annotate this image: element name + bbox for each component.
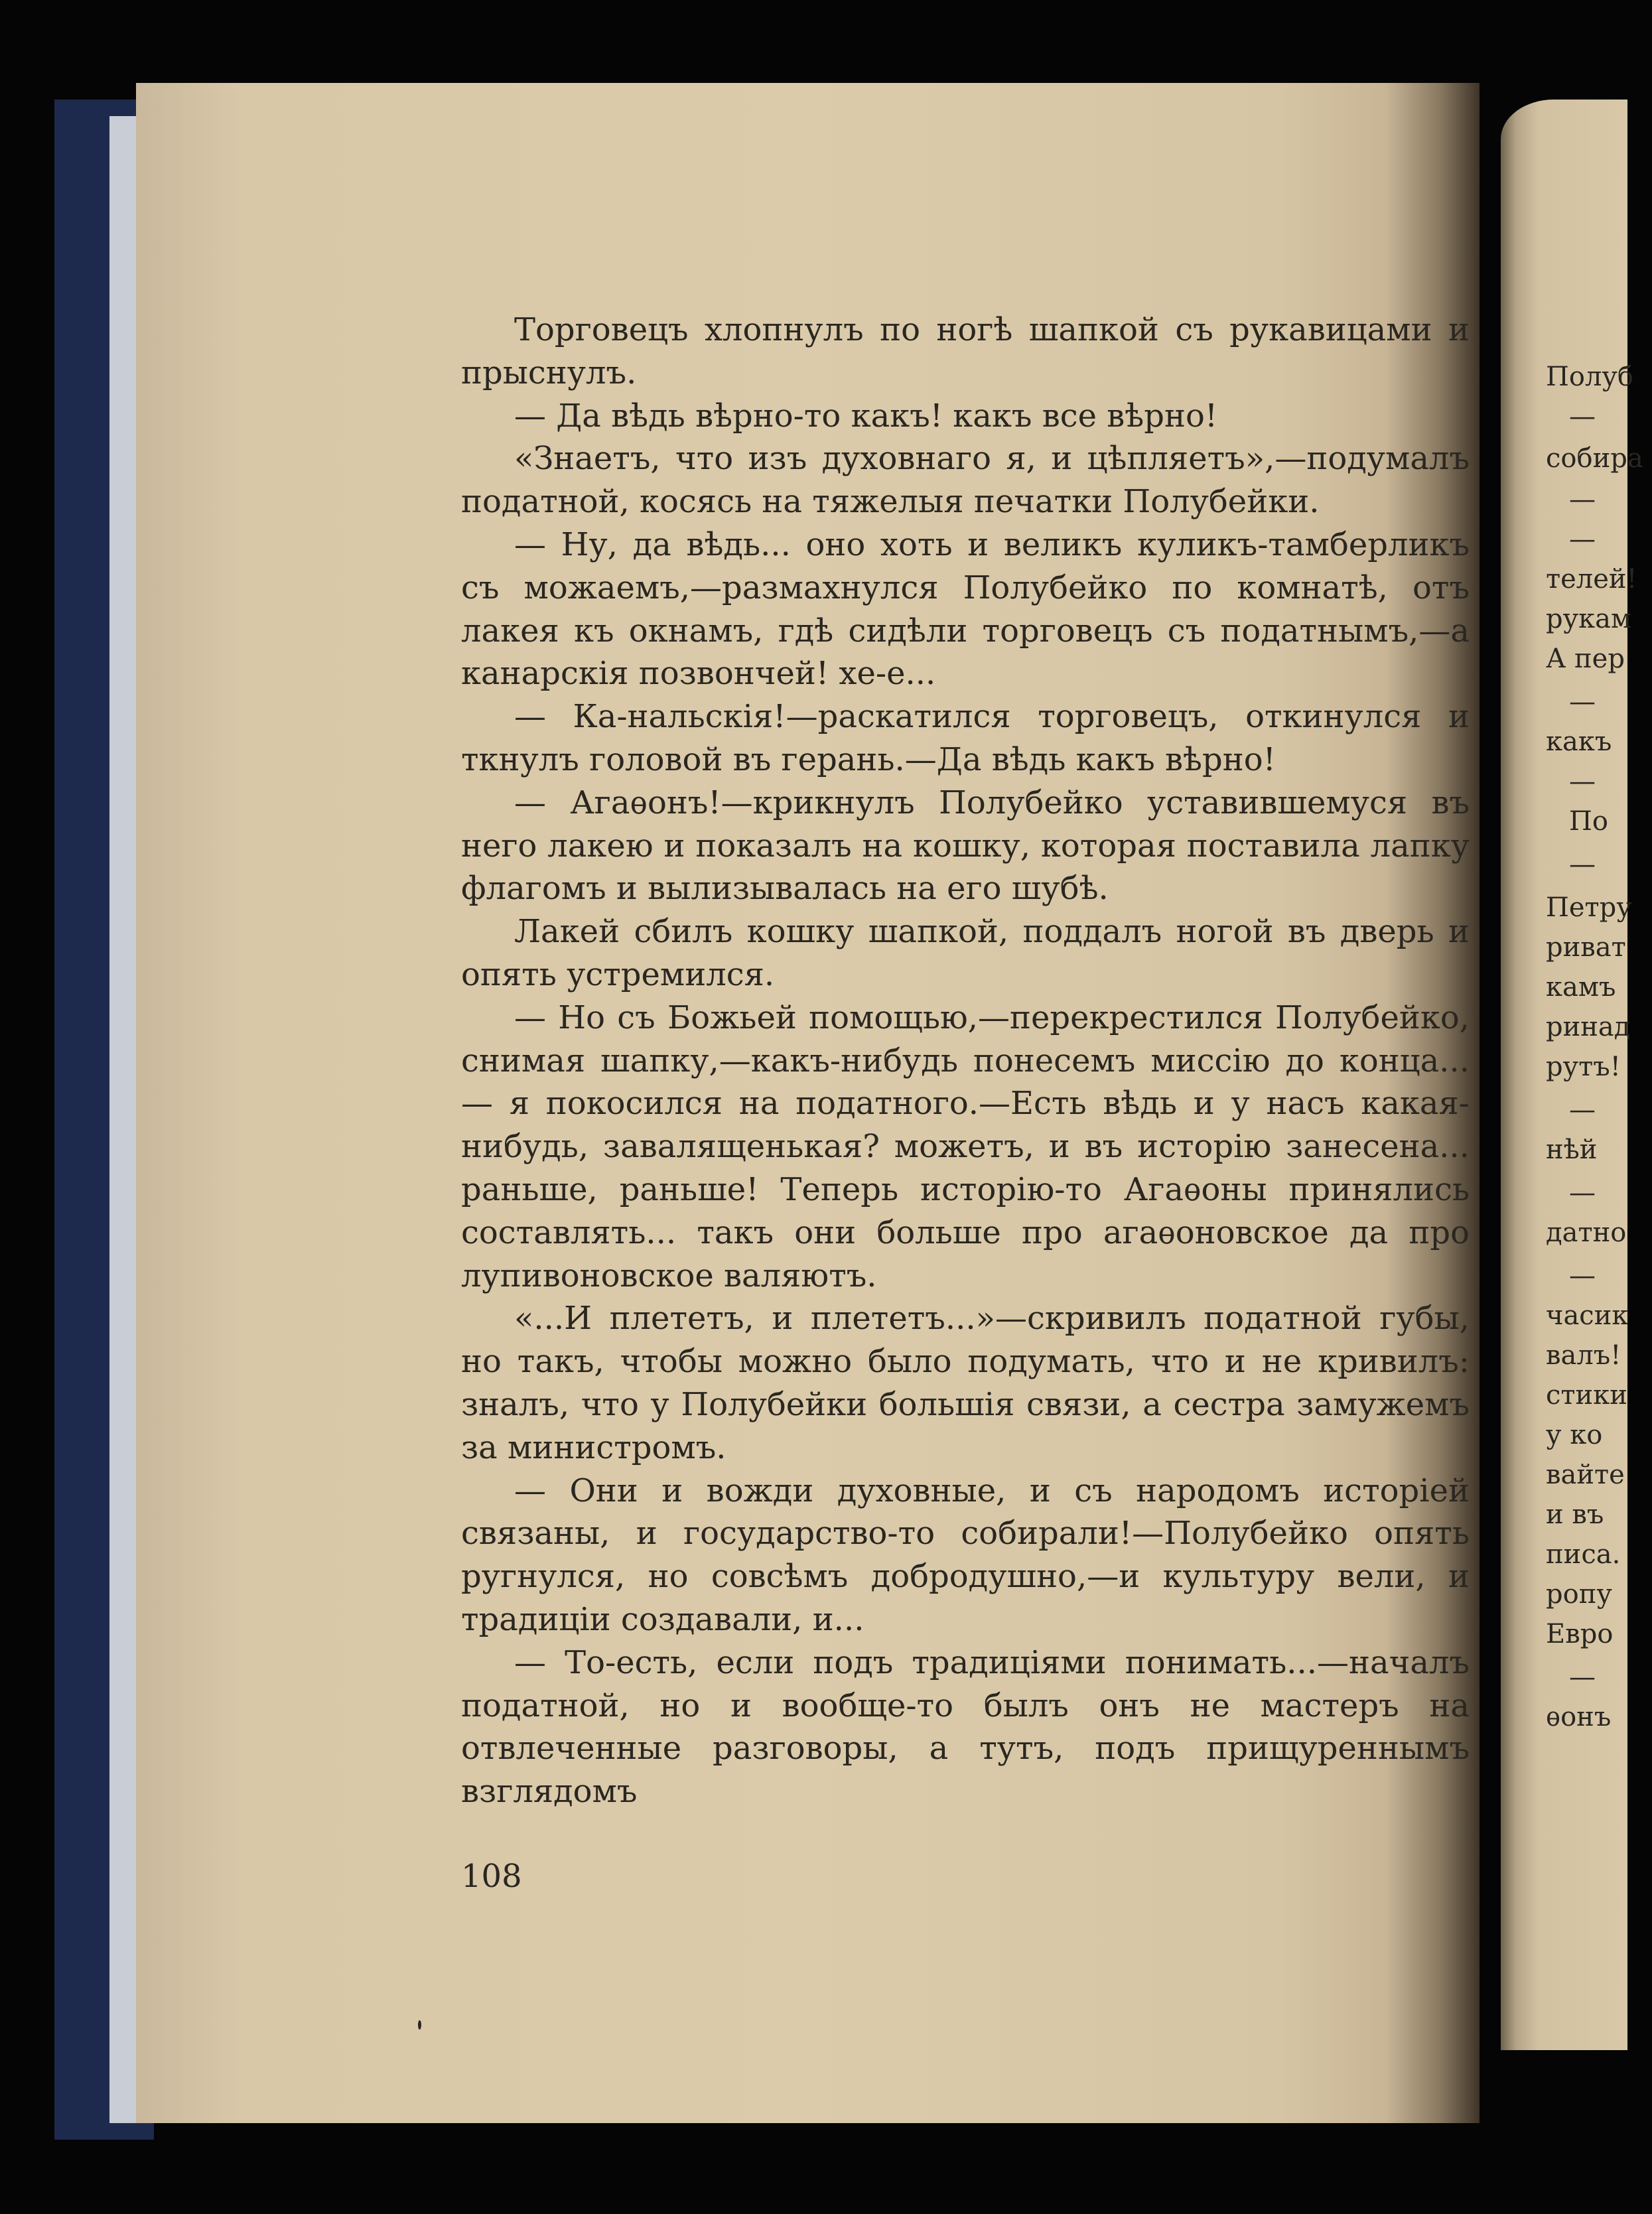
facing-line: По xyxy=(1569,806,1608,837)
paragraph: — Они и вожди духовные, и съ народомъ исторіей связаны, и государство-то собирали!—Полубейко опять ругнулся, но совсѣмъ добродушно,—и культуру вели, и традиціи создавали, и... xyxy=(461,1472,1470,1638)
facing-line: камъ xyxy=(1546,972,1616,1003)
paragraph: Торговецъ хлопнулъ по ногѣ шапкой съ рукавицами и прыснулъ. xyxy=(461,311,1470,391)
paragraph: — Но съ Божьей помощью,—перекрестился Полубейко, снимая шапку,—какъ-нибудь понесемъ миссію до конца...— я покосился на податного.—Есть вѣдь и у насъ какая-нибудь, завалященькая? можетъ, и въ исторію занесена... раньше, раньше! Теперь исторію-то Агаѳоны принялись составлять... такъ они больше про агаѳоновское да про лупивоновское валяютъ. xyxy=(461,999,1470,1294)
facing-line: риват xyxy=(1546,932,1626,963)
facing-line: стики xyxy=(1546,1380,1627,1411)
facing-line: — xyxy=(1569,1662,1596,1693)
facing-line: вайте xyxy=(1546,1460,1625,1490)
facing-line: ринад xyxy=(1546,1012,1631,1042)
paragraph: «...И плететъ, и плететъ...»—скривилъ податной губы, но такъ, чтобы можно было подумать, что и не кривилъ: зналъ, что у Полубейки большія связи, а сестра замужемъ за министромъ. xyxy=(461,1300,1470,1466)
facing-line: у ко xyxy=(1546,1420,1603,1450)
facing-line: писа. xyxy=(1546,1539,1621,1570)
facing-line: ропу xyxy=(1546,1579,1612,1610)
facing-line: — xyxy=(1569,1095,1596,1125)
facing-line: — xyxy=(1569,401,1596,432)
page-body-text xyxy=(461,309,1470,1813)
paragraph: Лакей сбилъ кошку шапкой, поддалъ ногой въ дверь и опять устремился. xyxy=(461,913,1470,993)
paragraph: — Да вѣдь вѣрно-то какъ! какъ все вѣрно! xyxy=(514,397,1218,435)
facing-line: — xyxy=(1569,484,1596,515)
facing-line: — xyxy=(1569,766,1596,797)
facing-line: рутъ! xyxy=(1546,1052,1621,1082)
facing-line: — xyxy=(1569,849,1596,880)
page-number: 108 xyxy=(461,1858,522,1895)
facing-line: валъ! xyxy=(1546,1340,1621,1371)
paragraph: — То-есть, если подъ традиціями понимать...—началъ податной, но и вообще-то былъ онъ не мастеръ на отвлеченные разговоры, а тутъ, подъ прищуреннымъ взглядомъ xyxy=(461,1643,1470,1811)
facing-line: Полуб xyxy=(1546,362,1633,392)
facing-line: телей! xyxy=(1546,564,1637,594)
facing-line: нѣй xyxy=(1546,1135,1598,1165)
facing-line: А пер xyxy=(1546,644,1625,674)
paragraph: — Ка-нальскія!—раскатился торговецъ, откинулся и ткнулъ головой въ герань.—Да вѣдь какъ вѣрно! xyxy=(461,698,1470,778)
facing-line: Евро xyxy=(1546,1619,1614,1649)
facing-line: — xyxy=(1569,1178,1596,1208)
facing-line: ѳонъ xyxy=(1546,1702,1612,1732)
left-page xyxy=(136,83,1480,2123)
facing-line: часик xyxy=(1546,1300,1629,1331)
facing-line: Петру xyxy=(1546,892,1632,923)
facing-line: — xyxy=(1569,687,1596,717)
facing-line: — xyxy=(1569,524,1596,555)
facing-page xyxy=(1501,100,1643,2050)
facing-line: собира xyxy=(1546,443,1643,474)
paragraph: — Агаѳонъ!—крикнулъ Полубейко уставившемуся въ него лакею и показалъ на кошку, которая поставила лапку флагомъ и вылизывалась на его шубѣ. xyxy=(461,784,1470,908)
facing-line: рукам xyxy=(1546,604,1632,634)
facing-line: датно xyxy=(1546,1217,1627,1248)
paragraph: «Знаетъ, что изъ духовнаго я, и цѣпляетъ»,—подумалъ податной, косясь на тяжелыя печатки Полубейки. xyxy=(461,440,1470,521)
facing-line: какъ xyxy=(1546,726,1612,757)
paragraph: — Ну, да вѣдь... оно хоть и великъ куликъ-тамберликъ съ можаемъ,—размахнулся Полубейко по комнатѣ, отъ лакея къ окнамъ, гдѣ сидѣли торговецъ съ податнымъ,—а канарскія позвончей! хе-е... xyxy=(461,525,1470,693)
ink-speck xyxy=(418,2020,421,2030)
facing-line: и въ xyxy=(1546,1499,1604,1530)
facing-line: — xyxy=(1569,1261,1596,1291)
